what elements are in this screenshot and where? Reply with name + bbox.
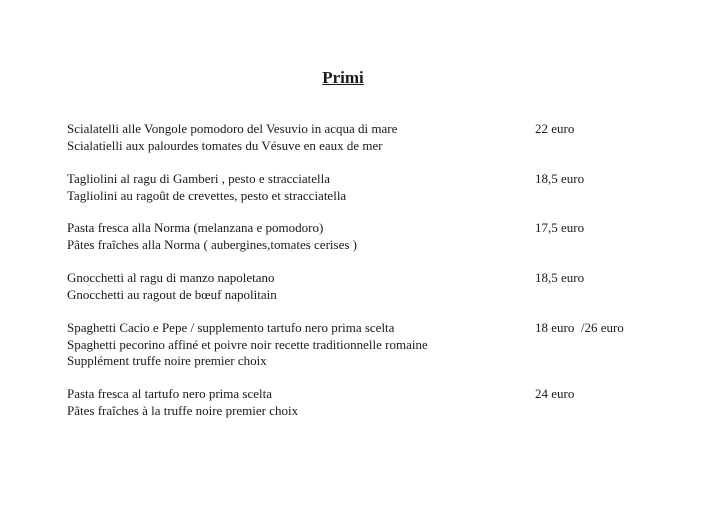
dish-supplement-note: Supplément truffe noire premier choix [67, 353, 267, 368]
dish-price: 18,5 euro [535, 270, 585, 285]
menu-item-gnocchetti [67, 270, 687, 303]
dish-name-french: Tagliolini au ragoût de crevettes, pesto et stracciatella [67, 187, 347, 203]
dish-price: 24 euro [535, 386, 575, 401]
dish-name-italian: Pasta fresca al tartufo nero prima scelta [67, 386, 273, 401]
dish-name-italian: Scialatelli alle Vongole pomodoro del Vesuvio in acqua di mare [67, 121, 398, 136]
menu-item-pasta-norma [67, 220, 687, 253]
dish-name-italian: Tagliolini al ragu di Gamberi , pesto e stracciatella [67, 171, 330, 186]
dish-name-french: Gnocchetti au ragout de bœuf napolitain [67, 286, 277, 302]
dish-name-french: Pâtes fraîches alla Norma ( aubergines,tomates cerises ) [67, 236, 357, 252]
page-title: Primi [322, 68, 364, 87]
dish-name-french: Spaghetti pecorino affiné et poivre noir recette traditionnelle romaine [67, 336, 428, 352]
menu-item-tagliolini [67, 171, 687, 204]
dish-name-italian: Gnocchetti al ragu di manzo napoletano [67, 270, 275, 285]
dish-name-french: Scialatielli aux palourdes tomates du Vésuve en eaux de mer [67, 137, 383, 153]
dish-name-italian: Pasta fresca alla Norma (melanzana e pomodoro) [67, 220, 324, 235]
dish-price: 22 euro [535, 121, 575, 136]
menu-item-scialatelli [67, 121, 687, 154]
menu-item-cacio-pepe [67, 320, 687, 370]
dish-name-french: Pâtes fraîches à la truffe noire premier choix [67, 402, 299, 418]
menu-item-pasta-tartufo [67, 386, 687, 419]
dish-price: 18 euro /26 euro [535, 320, 624, 335]
dish-price: 18,5 euro [535, 171, 585, 186]
dish-name-italian: Spaghetti Cacio e Pepe / supplemento tartufo nero prima scelta [67, 320, 395, 335]
dish-price: 17,5 euro [535, 220, 585, 235]
